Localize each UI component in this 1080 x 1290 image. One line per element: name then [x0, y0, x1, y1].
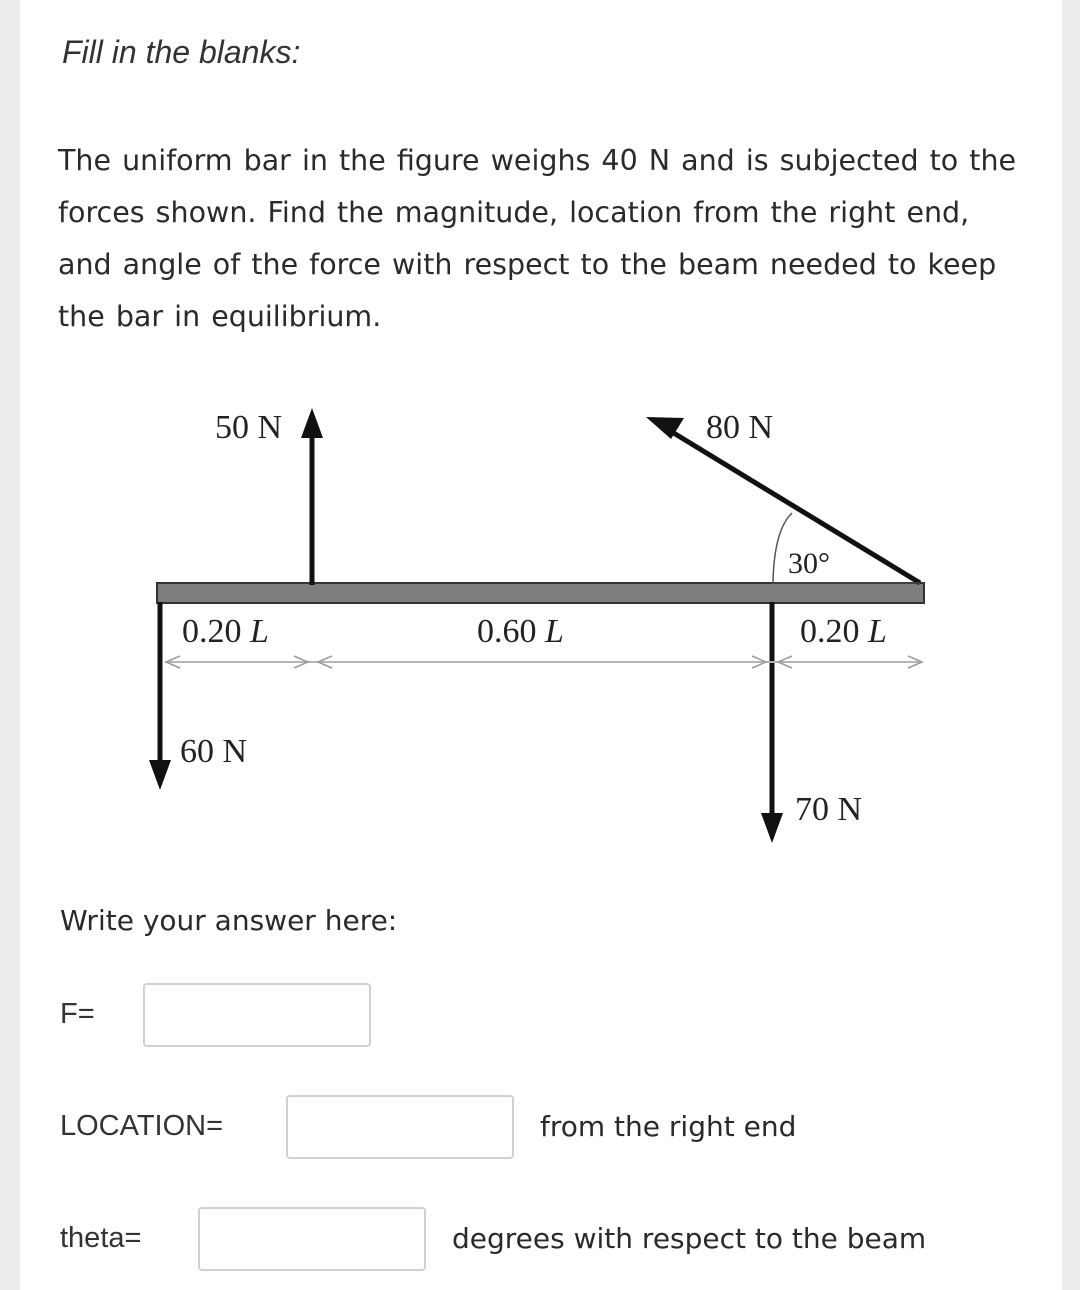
force-50n-arrowhead	[301, 408, 323, 438]
force-80n-label: 80 N	[706, 409, 774, 446]
theta-label: theta=	[60, 1222, 142, 1254]
force-diagram	[0, 380, 1080, 860]
force-70n-arrowhead	[761, 813, 783, 843]
location-input[interactable]	[286, 1095, 514, 1159]
location-label: LOCATION=	[60, 1110, 224, 1142]
dimension-label-2: 0.60 L	[477, 613, 564, 650]
f-label: F=	[60, 998, 95, 1030]
force-60n-arrowhead	[149, 760, 171, 790]
theta-suffix: degrees with respect to the beam	[452, 1222, 927, 1255]
force-70n-label: 70 N	[795, 791, 863, 828]
dimension-label-3: 0.20 L	[800, 613, 887, 650]
angle-label: 30°	[788, 547, 830, 580]
beam	[157, 583, 924, 603]
f-input[interactable]	[143, 983, 371, 1047]
location-suffix: from the right end	[540, 1110, 797, 1143]
force-50n-label: 50 N	[215, 409, 283, 446]
instruction-text: Fill in the blanks:	[62, 34, 301, 70]
dimension-label-1: 0.20 L	[182, 613, 269, 650]
problem-text: The uniform bar in the figure weighs 40 N and is subjected to the forces shown. Find the magnitude, location from the right end, and angle of the force with respect to the beam needed to keep the bar in equilibrium.	[58, 144, 1017, 333]
force-60n-label: 60 N	[180, 733, 248, 770]
answer-prompt: Write your answer here:	[60, 904, 398, 937]
theta-input[interactable]	[198, 1207, 426, 1271]
